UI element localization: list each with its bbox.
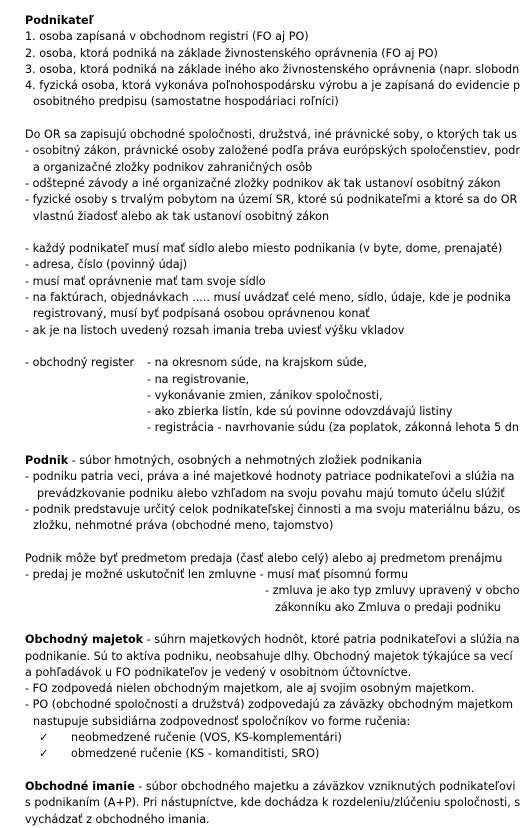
list-item: - predaj je možné uskutočniť len zmluvne - musí mať písomnú formu [25,568,409,582]
definition-text: - súhrn majetkových hodnôt, ktoré patria podnikateľovi a slúžia na [143,633,520,647]
definition-text: - súbor hmotných, osobných a nehmotných zložiek podnikania [68,454,422,468]
register-item: - na okresnom súde, na krajskom súde, [147,356,368,370]
list-item: 1. osoba zapísaná v obchodnom registri (FO aj PO) [25,30,309,44]
term-obchodne-imanie: Obchodné imanie [25,779,135,793]
list-item-continuation: prevádzkovanie podniku alebo vzhľadom na svoju povahu majú tomuto účelu slúžiť [37,486,505,500]
register-item: - na registrovanie, [147,372,250,386]
term-obchodny-majetok: Obchodný majetok [25,633,144,647]
list-item: - podniku patria veci, práva a iné majetkové hodnoty patriace podnikateľovi a slúžia na [25,470,515,484]
list-item: 4. fyzická osoba, ktorá vykonáva poľnohospodársku výrobu a je zapísaná do evidencie p [25,79,521,93]
list-item: - FO zodpovedá nielen obchodným majetkom, ale aj svojim osobným majetkom. [25,682,475,696]
list-item: - PO (obchodné spoločnosti a družstvá) zodpovedajú za záväzky obchodným majetkom [25,698,513,712]
paragraph-line: vychádzať z obchodného imania. [25,812,210,826]
list-item: - musí mať oprávnenie mať tam svoje sídlo [25,274,266,288]
list-item: 2. osoba, ktorá podniká na základe živnostenského oprávnenia (FO aj PO) [25,46,438,60]
definition-obchodne-imanie [25,779,523,795]
list-item-continuation: nastupuje subsidiárna zodpovednosť spoločníkov vo forme ručenia: [33,714,411,728]
list-item-continuation: a organizačné zložky podnikov zahraničných osôb [33,160,313,174]
document-body [25,13,523,828]
paragraph-intro: Do OR sa zapisujú obchodné spoločnosti, družstvá, iné právnické soby, o ktorých tak us [25,128,517,142]
definition-text: - súbor obchodného majetku a záväzkov vzniknutých podnikateľovi [134,779,516,793]
paragraph-intro: Podnik môže byť predmetom predaja (časť alebo celý) alebo aj predmetom prenájmu [25,551,503,565]
register-label: - obchodný register [25,356,135,370]
paragraph-line: podnikanie. Sú to aktíva podniku, neobsahuje dlhy. Obchodný majetok týkajúce sa vecí [25,649,513,663]
list-item: - každý podnikateľ musí mať sídlo alebo miesto podnikania (v byte, dome, prenajaté) [25,242,503,256]
checkmark-icon: ✓ [39,731,49,745]
list-item: - ak je na listoch uvedený rozsah imania treba uviesť výšku vkladov [25,323,405,337]
register-item: - registrácia - navrhovanie súdu (za poplatok, zákonná lehota 5 dn [147,421,519,435]
list-item: - odštepné závody a iné organizačné zložky podnikov ak tak ustanoví osobitný zákon [25,176,501,190]
register-item: - vykonávanie zmien, zánikov spoločnosti, [147,388,383,402]
checkmark-icon: ✓ [39,747,49,761]
term-podnik: Podnik [25,454,69,468]
list-item: - na faktúrach, objednávkach ..... musí uvádzať celé meno, sídlo, údaje, kde je podnika [25,291,511,305]
check-item [25,746,523,762]
list-item-continuation: registrovaný, musí byť podpísaná osobou oprávnenou konať [33,307,370,321]
paragraph-line: a pohľadávok u FO podnikateľov je vedený v osobitnom účtovníctve. [25,665,412,679]
list-item-continuation: zákonníku ako Zmluva o predaji podniku [275,600,501,614]
check-item-text: obmedzené ručenie (KS - komanditisti, SRO) [71,747,320,761]
list-item-continuation: zložku, nehmotné práva (obchodné meno, tajomstvo) [33,519,334,533]
list-item: - zmluva je ako typ zmluvy upravený v obcho [265,584,520,598]
check-item-text: neobmedzené ručenie (VOS, KS-komplementári) [71,731,342,745]
paragraph-line: s podnikaním (A+P). Pri nástupníctve, kde dochádza k rozdeleniu/zlúčeniu spoločnosti, s [25,796,521,810]
list-item: 3. osoba, ktorá podniká na základe iného ako živnostenského oprávnenia (napr. slobodn [25,62,520,76]
definition-obchodny-majetok [25,632,523,648]
register-item: - ako zbierka listín, kde sú povinne odovzdávajú listiny [147,405,453,419]
list-item: - podnik predstavuje určitý celok podnikateľskej činnosti a ma svoju materiálnu bázu, os [25,502,521,516]
list-item-continuation: vlastnú žiadosť alebo ak tak ustanoví osobitný zákon [33,209,330,223]
definition-podnik [25,453,523,469]
list-item: - adresa, číslo (povinný údaj) [25,258,188,272]
list-item: - osobitný zákon, právnické osoby založené podľa práva európských spoločenstiev, podr [25,144,520,158]
list-item: - fyzické osoby s trvalým pobytom na území SR, ktoré sú podnikateľmi a ktoré sa do OR [25,193,518,207]
register-row [25,355,523,371]
list-item-continuation: osobitného predpisu (samostatne hospodáriaci roľníci) [33,95,339,109]
check-item [25,730,523,746]
heading-podnikatel: Podnikateľ [25,14,94,27]
